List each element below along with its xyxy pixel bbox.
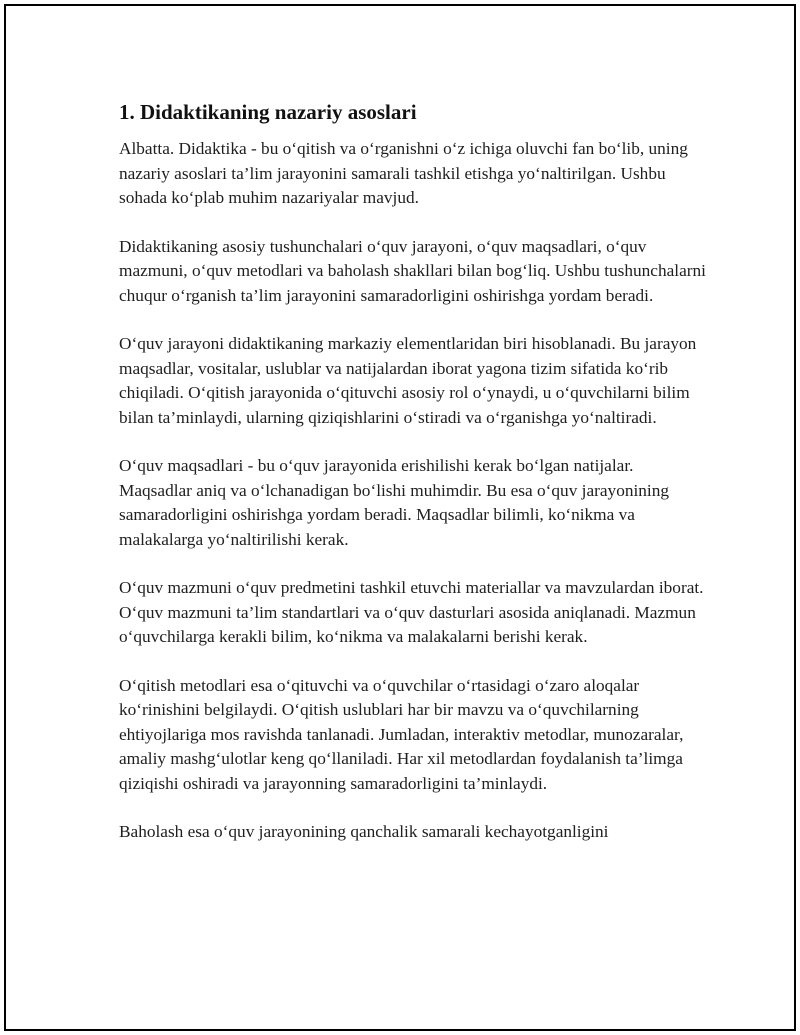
paragraph-core-concepts: Didaktikaning asosiy tushunchalari o‘quv jarayoni, o‘quv maqsadlari, o‘quv mazmuni, o‘quv metodlari va baholash shakllari bilan bog‘liq. Ushbu tushunchalarni chuqur o‘rganish ta’lim jarayonini samaradorligini oshirishga yordam beradi.: [119, 236, 706, 305]
paragraph-introduction: Albatta. Didaktika - bu o‘qitish va o‘rganishni o‘z ichiga oluvchi fan bo‘lib, uning nazariy asoslari ta’lim jarayonini samarali tashkil etishga yo‘naltirilgan. Ushbu sohada ko‘plab muhim nazariyalar mavjud.: [119, 139, 688, 207]
document-page: [4, 4, 796, 1031]
paragraph-teaching-methods: O‘qitish metodlari esa o‘qituvchi va o‘quvchilar o‘rtasidagi o‘zaro aloqalar ko‘rinishini belgilaydi. O‘qitish uslublari har bir mavzu va o‘quvchilarning ehtiyojlariga mos ravishda tanlanadi. Jumladan, interaktiv metodlar, munozaralar, amaliy mashg‘ulotlar keng qo‘llaniladi. Har xil metodlardan foydalanish ta’limga qiziqishi oshiradi va jarayonning samaradorligini ta’minlaydi.: [119, 675, 684, 793]
paragraph-learning-process: O‘quv jarayoni didaktikaning markaziy elementlaridan biri hisoblanadi. Bu jarayon maqsadlar, vositalar, uslublar va natijalardan iborat yagona tizim sifatida ko‘rib chiqiladi. O‘qitish jarayonida o‘qituvchi asosiy rol o‘ynaydi, u o‘quvchilarni bilim bilan ta’minlaydi, ularning qiziqishlarini o‘stiradi va o‘rganishga yo‘naltiradi.: [119, 334, 697, 427]
paragraph-learning-content: O‘quv mazmuni o‘quv predmetini tashkil etuvchi materiallar va mavzulardan iborat. O‘quv mazmuni ta’lim standartlari va o‘quv dasturlari asosida aniqlanadi. Mazmun o‘quvchilarga kerakli bilim, ko‘nikma va malakalarni berishi kerak.: [119, 578, 704, 646]
paragraph-assessment: Baholash esa o‘quv jarayonining qanchalik samarali kechayotganligini: [119, 822, 609, 841]
document-body: [119, 97, 709, 869]
section-heading: 1. Didaktikaning nazariy asoslari: [119, 100, 417, 124]
paragraph-learning-goals: O‘quv maqsadlari - bu o‘quv jarayonida erishilishi kerak bo‘lgan natijalar. Maqsadlar aniq va o‘lchanadigan bo‘lishi muhimdir. Bu esa o‘quv jarayonining samaradorligini oshirishga yordam beradi. Maqsadlar bilimli, ko‘nikma va malakalarga yo‘naltirilishi kerak.: [119, 456, 669, 549]
